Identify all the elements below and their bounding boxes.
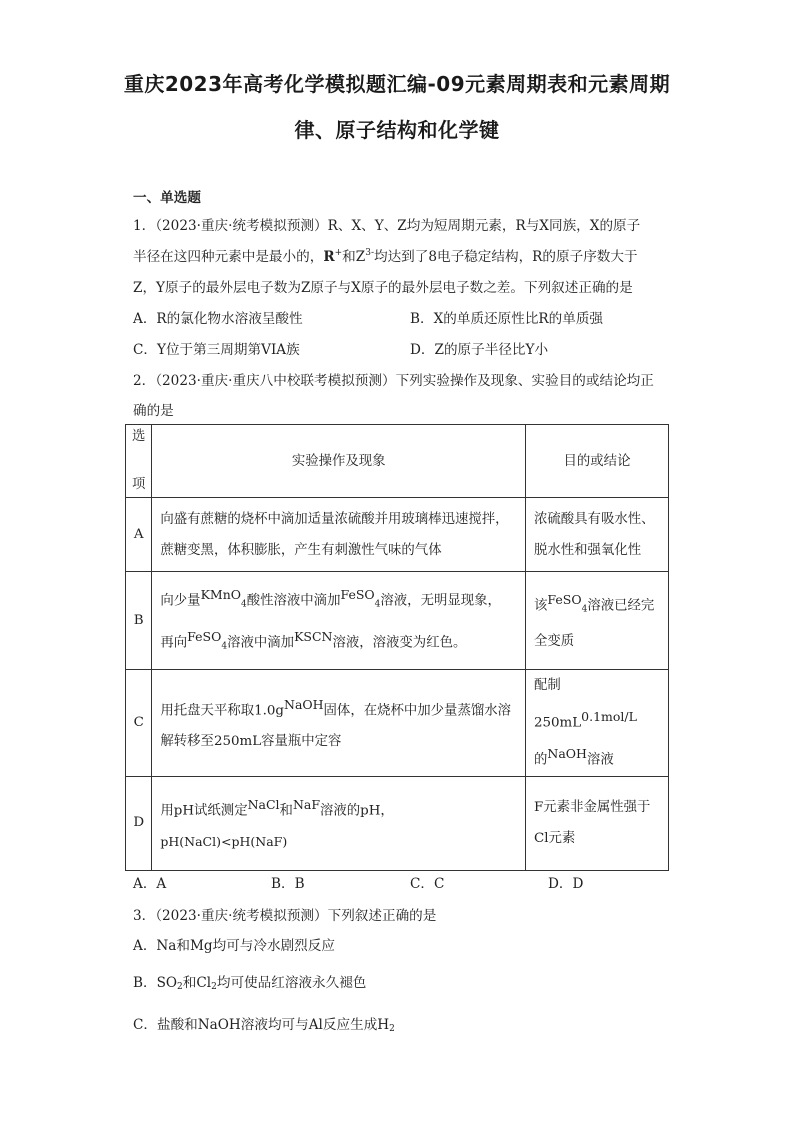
q2-option-b[interactable]: B．B — [271, 876, 305, 892]
q1-option-a[interactable]: A．R的氯化物水溶液呈酸性 — [133, 311, 303, 327]
row-operation: 向少量$^{KMnO}_4$酸性溶液中滴加$^{FeSO}_4$溶液，无明显现象， 再向$^{FeSO}_4$溶液中滴加$^{KSCN}$溶液，溶液变为红色。 — [152, 572, 526, 670]
row-conclusion: F元素非金属性强于 Cl元素 — [526, 776, 669, 870]
q2-table — [125, 424, 669, 871]
header-option-cell: 选 项 — [126, 425, 152, 498]
q2-option-a[interactable]: A．A — [133, 876, 167, 892]
header-conclusion-cell: 目的或结论 — [526, 425, 669, 498]
q1-option-b[interactable]: B．X的单质还原性比R的单质强 — [410, 311, 604, 327]
q3-stem: 3．（2023·重庆·统考模拟预测）下列叙述正确的是 — [133, 908, 437, 924]
q2-stem-line1: 2．（2023·重庆·重庆八中校联考模拟预测）下列实验操作及现象、实验目的或结论均正 — [133, 373, 654, 389]
row-operation: 用pH试纸测定$^{NaCl}$和$^{NaF}$溶液的pH， pH(NaCl)<pH(NaF) — [152, 776, 526, 870]
document-title-line1: 重庆2023年高考化学模拟题汇编-09元素周期表和元素周期 — [123, 72, 671, 96]
q1-stem-line3: Z，Y原子的最外层电子数为Z原子与X原子的最外层电子数之差。下列叙述正确的是 — [133, 280, 633, 296]
q1-stem-line1: 1．（2023·重庆·统考模拟预测）R、X、Y、Z均为短周期元素，R与X同族，X的原子 — [133, 218, 641, 234]
ph-comparison: pH(NaCl)<pH(NaF) — [160, 834, 288, 850]
row-operation: 向盛有蔗糖的烧杯中滴加适量浓硫酸并用玻璃棒迅速搅拌， 蔗糖变黑，体积膨胀，产生有刺激性气味的气体 — [152, 498, 526, 572]
row-conclusion: 浓硫酸具有吸水性、 脱水性和强氧化性 — [526, 498, 669, 572]
table-header-row — [126, 425, 669, 498]
document-title-line2: 律、原子结构和化学键 — [294, 118, 500, 142]
table-row — [126, 572, 669, 670]
row-conclusion: 配制$250mL^{0.1mol/L}$ 的$^{NaOH}$溶液 — [526, 670, 669, 777]
q3-option-c[interactable]: C．盐酸和NaOH溶液均可与Al反应生成$H_2$ — [133, 1017, 395, 1034]
q2-option-d[interactable]: D．D — [548, 876, 584, 892]
row-operation: 用托盘天平称取$1.0g^{NaOH}$固体，在烧杯中加少量蒸馏水溶 解转移至250mL容量瓶中定容 — [152, 670, 526, 777]
q1-option-d[interactable]: D．Z的原子半径比Y小 — [410, 342, 549, 358]
row-label: B — [126, 572, 152, 670]
q2-option-c[interactable]: C．C — [410, 876, 445, 892]
q1-stem-line2: 半径在这四种元素中是最小的，R+和$Z^{3-}$均达到了8电子稳定结构，R的原子序数大于 — [133, 248, 638, 265]
table-row — [126, 498, 669, 572]
q3-option-a[interactable]: A．Na和Mg均可与冷水剧烈反应 — [133, 938, 335, 954]
row-label: A — [126, 498, 152, 572]
row-label: D — [126, 776, 152, 870]
table-row — [126, 776, 669, 870]
q3-option-b[interactable]: B．$SO_2$和$Cl_2$均可使品红溶液永久褪色 — [133, 975, 367, 992]
q1-r-symbol: R — [323, 249, 335, 265]
section-heading: 一、单选题 — [133, 190, 201, 206]
q2-stem-line2: 确的是 — [133, 403, 174, 419]
row-conclusion: 该$^{FeSO}_4$溶液已经完 全变质 — [526, 572, 669, 670]
header-operation-cell: 实验操作及现象 — [152, 425, 526, 498]
table-row — [126, 670, 669, 777]
q1-option-c[interactable]: C．Y位于第三周期第VIA族 — [133, 342, 300, 358]
row-label: C — [126, 670, 152, 777]
